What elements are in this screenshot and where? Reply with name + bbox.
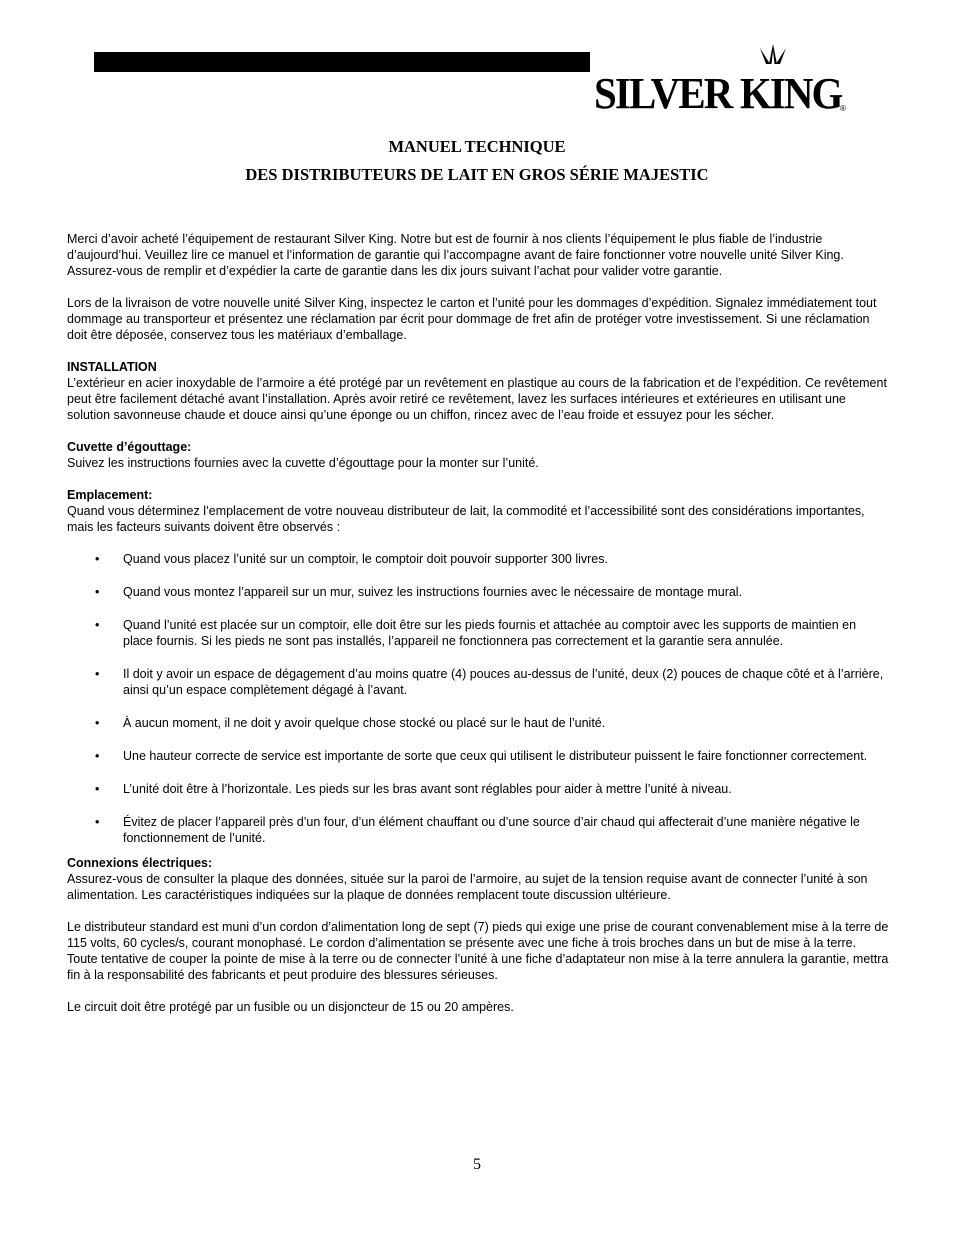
- silver-king-logo: [590, 44, 852, 120]
- installation-heading: INSTALLATION: [67, 360, 157, 374]
- registered-mark: ®: [840, 104, 846, 113]
- list-item: • L’unité doit être à l’horizontale. Les pieds sur les bras avant sont réglables pour aider à mettre l’unité à niveau.: [95, 782, 732, 796]
- document-title: MANUEL TECHNIQUE: [388, 137, 566, 156]
- bullet-icon: •: [95, 815, 100, 829]
- bullet-icon: •: [95, 585, 100, 599]
- bullet-icon: •: [95, 667, 100, 681]
- electrical-paragraph-3: Le circuit doit être protégé par un fusible ou un disjoncteur de 15 ou 20 ampères.: [67, 1000, 514, 1014]
- electrical-heading: Connexions électriques:: [67, 856, 213, 870]
- logo-wordmark: SILVER KING: [594, 69, 842, 118]
- emplacement-bullet-list: [67, 551, 889, 846]
- list-item: • Il doit y avoir un espace de dégagement d’au moins quatre (4) pouces au-dessus de l’unité, deux (2) pouces de chaque côté et à l’arrière, ainsi qu’un espace complètement dégagé à l’avant.: [95, 667, 884, 697]
- crown-icon: [758, 44, 788, 66]
- emplacement-text: Quand vous déterminez l’emplacement de votre nouveau distributeur de lait, la commodité et l’accessibilité sont des considérations importantes, mais les facteurs suivants doivent être observés :: [67, 504, 865, 534]
- list-item: • Une hauteur correcte de service est importante de sorte que ceux qui utilisent le distributeur puissent le faire fonctionner correctement.: [95, 749, 868, 763]
- bullet-icon: •: [95, 552, 100, 566]
- electrical-paragraph-1: Assurez-vous de consulter la plaque des données, située sur la paroi de l’armoire, au sujet de la tension requise avant de connecter l’unité à son alimentation. Les caractéristiques indiquées sur la plaque de données remplacent toute discussion ultérieure.: [67, 872, 868, 902]
- cuvette-heading: Cuvette d’égouttage:: [67, 440, 192, 454]
- cuvette-text: Suivez les instructions fournies avec la cuvette d’égouttage pour la monter sur l’unité.: [67, 456, 539, 470]
- list-item: • À aucun moment, il ne doit y avoir quelque chose stocké ou placé sur le haut de l’unité.: [95, 716, 606, 730]
- bullet-icon: •: [95, 749, 100, 763]
- list-item: • Quand vous placez l’unité sur un comptoir, le comptoir doit pouvoir supporter 300 livres.: [95, 552, 608, 566]
- installation-text: L’extérieur en acier inoxydable de l’armoire a été protégé par un revêtement en plastique au cours de la fabrication et de l’expédition. Ce revêtement peut être facilement détaché avant l’installation. Après avoir retiré ce revêtement, lavez les surfaces intérieures et extérieures en utilisant une solution savonneuse chaude et douce ainsi qu’une éponge ou un chiffon, rincez avec de l’eau froide et essuyez pour les sécher.: [67, 376, 887, 422]
- intro-paragraph-2: Lors de la livraison de votre nouvelle unité Silver King, inspectez le carton et l’unité pour les dommages d’expédition. Signalez immédiatement tout dommage au transporteur et présentez une réclamation par écrit pour dommage de fret afin de protéger votre investissement. Si une réclamation doit être déposée, conservez tous les matériaux d’emballage.: [67, 296, 877, 342]
- list-item: • Quand l’unité est placée sur un comptoir, elle doit être sur les pieds fournis et attachée au comptoir avec les supports de maintien en place fournis. Si les pieds ne sont pas installés, l’appareil ne fonctionnera pas correctement et la garantie sera annulée.: [95, 618, 857, 648]
- intro-paragraph-1: Merci d’avoir acheté l’équipement de restaurant Silver King. Notre but est de fournir à nos clients l’équipement le plus fiable de l’industrie d’aujourd’hui. Veuillez lire ce manuel et l’information de garantie qui l’accompagne avant de faire fonctionner votre nouvelle unité Silver King. Assurez-vous de remplir et d’expédier la carte de garantie dans les dix jours suivant l’achat pour valider votre garantie.: [67, 232, 844, 278]
- manual-content: [67, 231, 889, 1015]
- bullet-icon: •: [95, 782, 100, 796]
- list-item: • Évitez de placer l’appareil près d’un four, d’un élément chauffant ou d’une source d’air chaud qui affecterait d’une manière négative le fonctionnement de l’unité.: [95, 815, 860, 845]
- bullet-icon: •: [95, 618, 100, 632]
- electrical-paragraph-2: Le distributeur standard est muni d’un cordon d’alimentation long de sept (7) pieds qui exige une prise de courant convenablement mise à la terre de 115 volts, 60 cycles/s, courant monophasé. Le cordon d’alimentation se présente avec une fiche à trois broches dans un but de mise à la terre. Toute tentative de couper la pointe de mise à la terre ou de connecter l’unité à une fiche d’adaptateur non mise à la terre annulera la garantie, mettra fin à la responsabilité des fabricants et peut produire des blessures sérieuses.: [67, 920, 889, 982]
- bullet-icon: •: [95, 716, 100, 730]
- document-subtitle: DES DISTRIBUTEURS DE LAIT EN GROS SÉRIE MAJESTIC: [245, 165, 709, 184]
- emplacement-heading: Emplacement:: [67, 488, 153, 502]
- page-number: 5: [473, 1156, 481, 1173]
- list-item: • Quand vous montez l’appareil sur un mur, suivez les instructions fournies avec le nécessaire de montage mural.: [95, 585, 743, 599]
